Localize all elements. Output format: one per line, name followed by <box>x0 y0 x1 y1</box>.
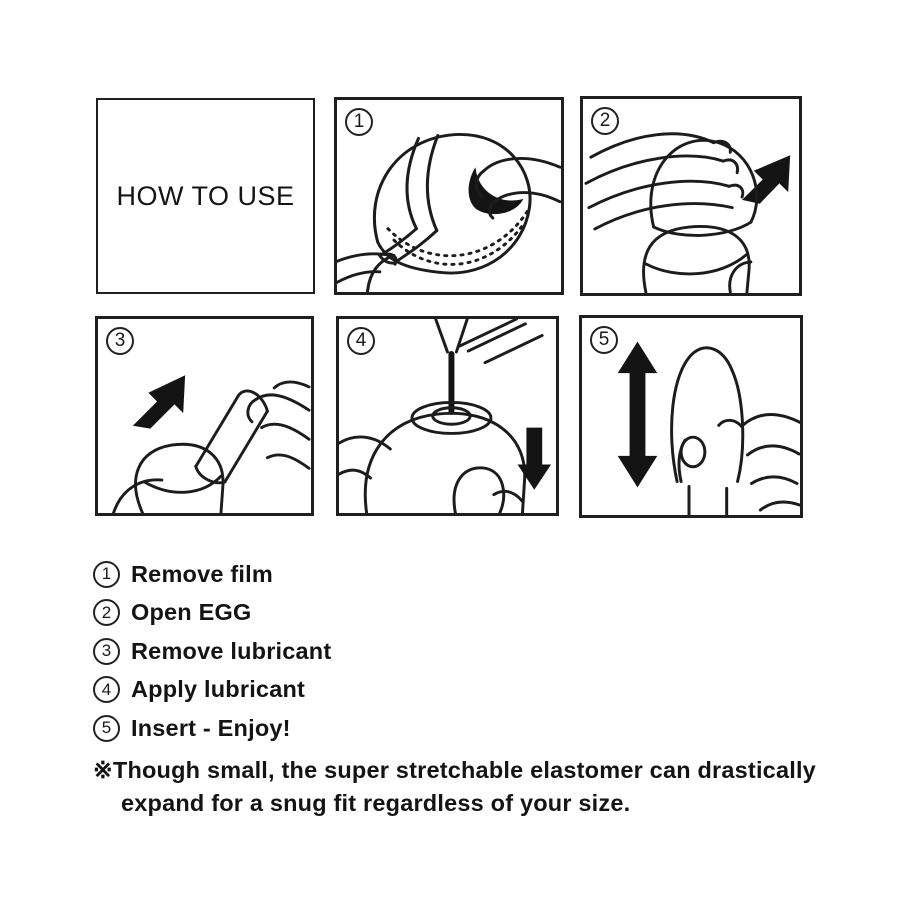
step-3-label: Remove lubricant <box>131 637 332 664</box>
step-2-number-badge: 2 <box>591 107 619 135</box>
tube-spout <box>436 319 448 352</box>
step-2-list-badge: 2 <box>93 599 120 626</box>
list-item <box>93 637 331 665</box>
tube-spout <box>456 319 467 352</box>
step-list <box>93 560 331 753</box>
panel-step-5 <box>579 315 803 518</box>
fingertip <box>723 160 737 173</box>
finger <box>591 134 714 157</box>
step-5-list-badge: 5 <box>93 715 120 742</box>
finger <box>337 254 385 261</box>
panel-step-4 <box>336 316 559 516</box>
footnote <box>93 754 823 820</box>
finger <box>339 437 390 449</box>
thumb <box>454 468 504 513</box>
lubricant-tube <box>225 411 268 482</box>
up-right-arrow-icon <box>133 375 185 428</box>
thumb <box>368 256 394 292</box>
step-4-list-badge: 4 <box>93 676 120 703</box>
step-3-list-badge: 3 <box>93 638 120 665</box>
list-item <box>93 599 331 627</box>
finger <box>742 415 800 427</box>
up-right-arrow-icon <box>742 155 790 204</box>
finger <box>267 455 309 469</box>
footnote-line-2: expand for a snug fit regardless of your size. <box>121 790 631 816</box>
egg-top-rim <box>654 222 751 235</box>
film-strip <box>427 136 437 231</box>
step-1-number-badge: 1 <box>345 108 373 136</box>
title-box <box>96 98 315 294</box>
fingertip <box>729 185 743 197</box>
knuckle <box>274 382 309 388</box>
step-5-number-badge: 5 <box>590 326 618 354</box>
reference-mark-icon: ※ <box>93 757 113 783</box>
step-4-number-badge: 4 <box>347 327 375 355</box>
list-item <box>93 560 331 588</box>
panel-step-3 <box>95 316 314 516</box>
perforation-dots <box>394 223 524 265</box>
step-2-label: Open EGG <box>131 599 252 625</box>
knuckle <box>719 420 742 426</box>
finger <box>760 502 800 510</box>
fingertip <box>248 400 256 422</box>
egg-cup <box>365 413 524 513</box>
step-5-label: Insert - Enjoy! <box>131 714 291 741</box>
finger <box>751 477 797 484</box>
footnote-line-1: ※Though small, the super stretchable elastomer can drastically <box>93 757 816 783</box>
step-4-label: Apply lubricant <box>131 676 306 702</box>
list-item <box>93 676 331 704</box>
egg-cup <box>136 444 223 513</box>
finger <box>595 204 732 229</box>
finger <box>747 446 799 455</box>
list-item <box>93 714 331 742</box>
page-title: HOW TO USE <box>116 180 295 211</box>
lubricant-tube <box>196 396 239 467</box>
finger <box>494 491 523 501</box>
finger <box>262 424 309 439</box>
step-3-number-badge: 3 <box>106 327 134 355</box>
panel-step-2 <box>580 96 802 296</box>
panel-step-1 <box>334 97 564 295</box>
egg-cup-rim <box>646 254 747 274</box>
up-down-arrow-icon <box>618 342 658 488</box>
step-1-label: Remove film <box>131 560 273 587</box>
step-1-list-badge: 1 <box>93 561 120 588</box>
